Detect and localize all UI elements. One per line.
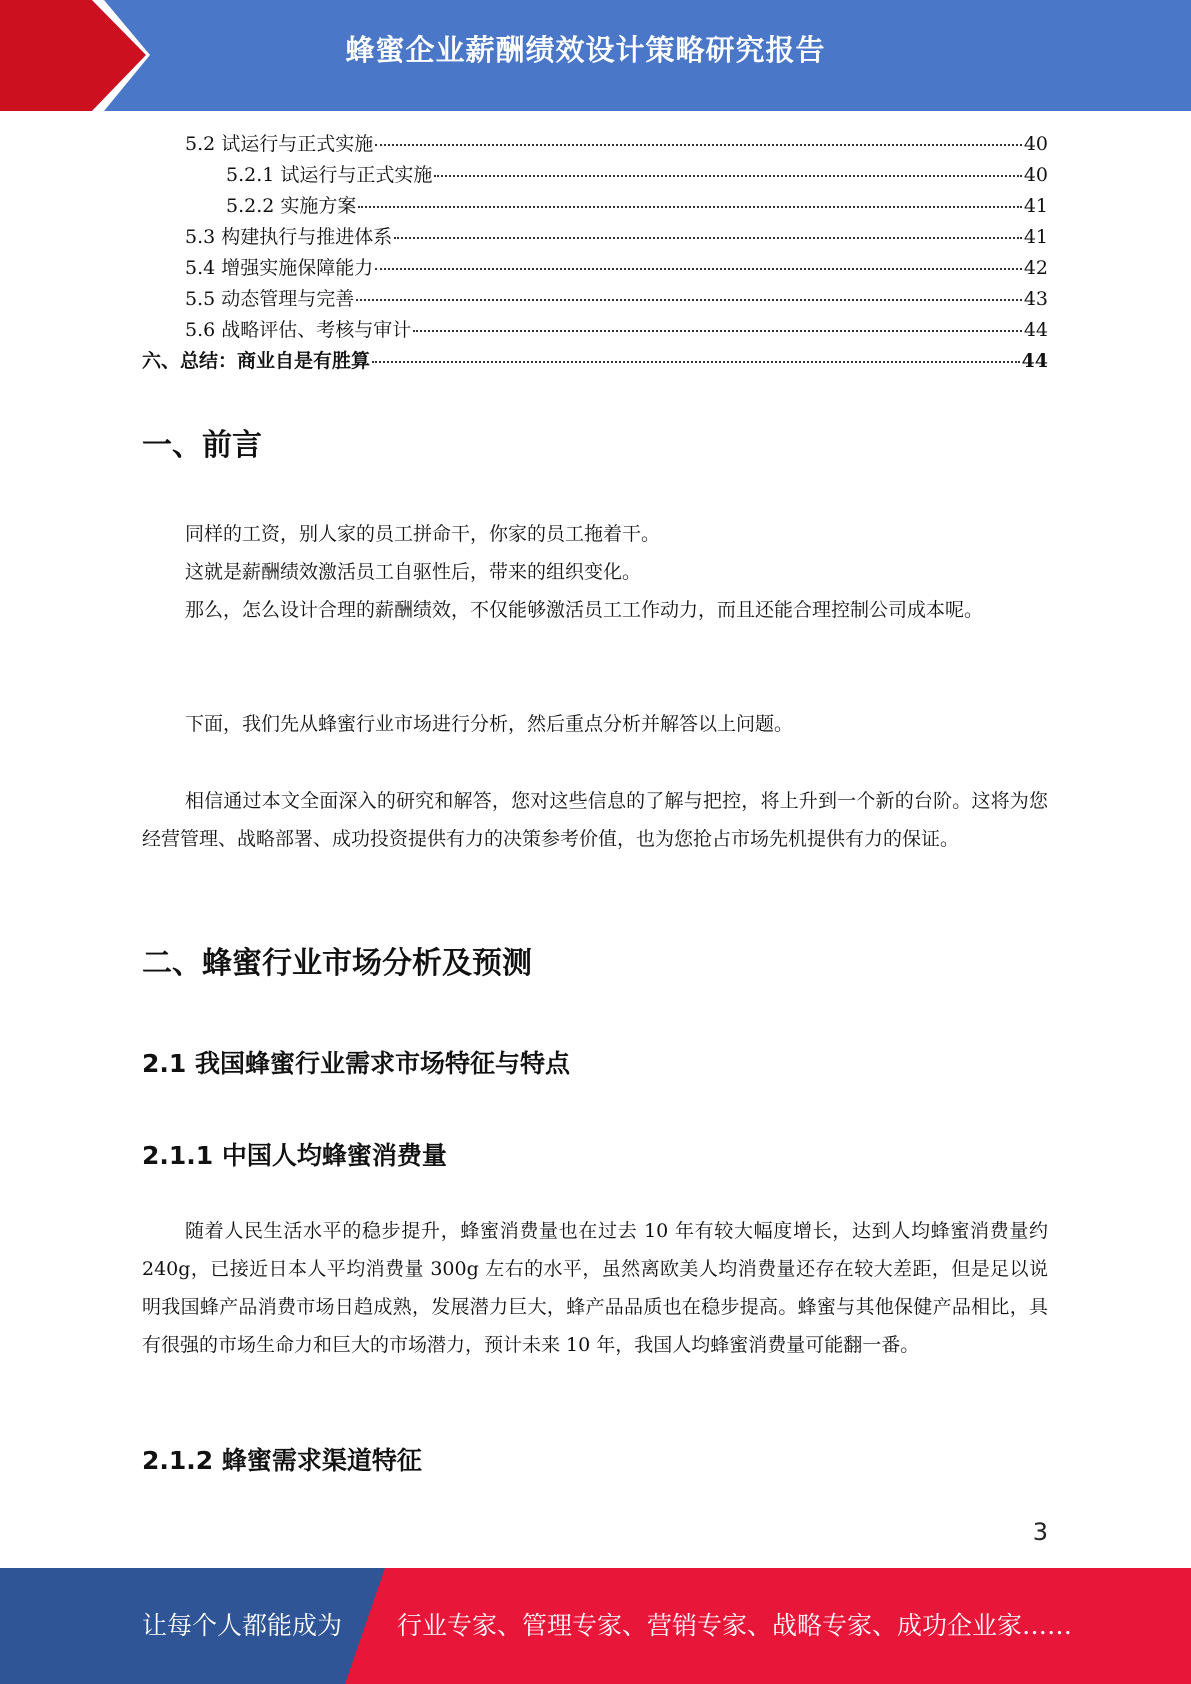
toc-leader (413, 330, 1022, 332)
toc-entry-page: 44 (1021, 350, 1048, 372)
footer-slogan-left: 让每个人都能成为 (142, 1611, 343, 1640)
paragraph: 同样的工资，别人家的员工拼命干，你家的员工拖着干。 (185, 523, 661, 545)
toc-leader (356, 299, 1022, 301)
toc-entry-label: 5.2.1 试运行与正式实施 (226, 164, 433, 186)
toc-entry[interactable] (142, 284, 1048, 315)
toc-leader (434, 175, 1021, 177)
toc-entry[interactable] (142, 129, 1048, 160)
toc-entry[interactable] (142, 222, 1048, 253)
toc-leader (375, 144, 1022, 146)
toc-entry-page: 43 (1023, 288, 1048, 310)
toc-entry[interactable] (142, 191, 1048, 222)
subsection-heading-2-1-2: 2.1.2 蜂蜜需求渠道特征 (142, 1446, 422, 1475)
toc-entry-page: 44 (1023, 319, 1048, 341)
toc-entry[interactable] (142, 253, 1048, 284)
paragraph: 随着人民生活水平的稳步提升，蜂蜜消费量也在过去 10 年有较大幅度增长，达到人均蜂蜜消费量约 240g，已接近日本人平均消费量 300g 左右的水平，虽然离欧美人均消费量还存在较大差距，但是足以说明我国蜂产品消费市场日趋成熟，发展潜力巨大，蜂产品品质也在稳步提高。蜂蜜与其他保健产品相比，具有很强的市场生命力和巨大的市场潜力，预计未来 10 年，我国人均蜂蜜消费量可能翻一番。 (142, 1220, 1048, 1356)
footer-banner (0, 1568, 1191, 1684)
toc-entry-page: 40 (1023, 164, 1048, 186)
toc-entry-label: 5.4 增强实施保障能力 (185, 257, 374, 279)
toc-entry-label: 5.5 动态管理与完善 (185, 288, 355, 310)
subsection-heading-2-1-1: 2.1.1 中国人均蜂蜜消费量 (142, 1141, 447, 1170)
subsection-heading-2-1: 2.1 我国蜂蜜行业需求市场特征与特点 (142, 1049, 570, 1078)
toc-entry-page: 41 (1023, 195, 1048, 217)
header-banner (0, 0, 1191, 111)
toc-entry-page: 41 (1023, 226, 1048, 248)
toc-entry-label: 5.2 试运行与正式实施 (185, 133, 374, 155)
page-number: 3 (1032, 1518, 1048, 1546)
paragraph: 那么，怎么设计合理的薪酬绩效，不仅能够激活员工工作动力，而且还能合理控制公司成本呢。 (185, 599, 984, 621)
paragraph: 相信通过本文全面深入的研究和解答，您对这些信息的了解与把控，将上升到一个新的台阶。这将为您经营管理、战略部署、成功投资提供有力的决策参考价值，也为您抢占市场先机提供有力的保证。 (142, 790, 1048, 850)
toc-entry[interactable] (142, 160, 1048, 191)
toc-entry[interactable] (142, 315, 1048, 346)
header-arrow-decoration (0, 0, 150, 111)
footer-slogan-right: 行业专家、管理专家、营销专家、战略专家、成功企业家…… (397, 1611, 1073, 1640)
toc-leader (372, 361, 1020, 363)
paragraph: 这就是薪酬绩效激活员工自驱性后，带来的组织变化。 (185, 561, 642, 583)
paragraph: 下面，我们先从蜂蜜行业市场进行分析，然后重点分析并解答以上问题。 (185, 713, 794, 735)
toc-entry-label: 5.6 战略评估、考核与审计 (185, 319, 412, 341)
toc-entry[interactable] (142, 346, 1048, 377)
report-title: 蜂蜜企业薪酬绩效设计策略研究报告 (345, 33, 826, 67)
toc-leader (375, 268, 1022, 270)
section-heading-preface: 一、前言 (142, 428, 262, 463)
toc-leader (358, 206, 1021, 208)
toc-entry-label: 5.2.2 实施方案 (226, 195, 357, 217)
toc-entry-page: 40 (1023, 133, 1048, 155)
toc-entry-label: 六、总结：商业自是有胜算 (142, 350, 371, 372)
table-of-contents (142, 129, 1048, 377)
toc-entry-page: 42 (1023, 257, 1048, 279)
toc-entry-label: 5.3 构建执行与推进体系 (185, 226, 393, 248)
toc-leader (394, 237, 1022, 239)
section-heading-market-analysis: 二、蜂蜜行业市场分析及预测 (142, 946, 532, 981)
